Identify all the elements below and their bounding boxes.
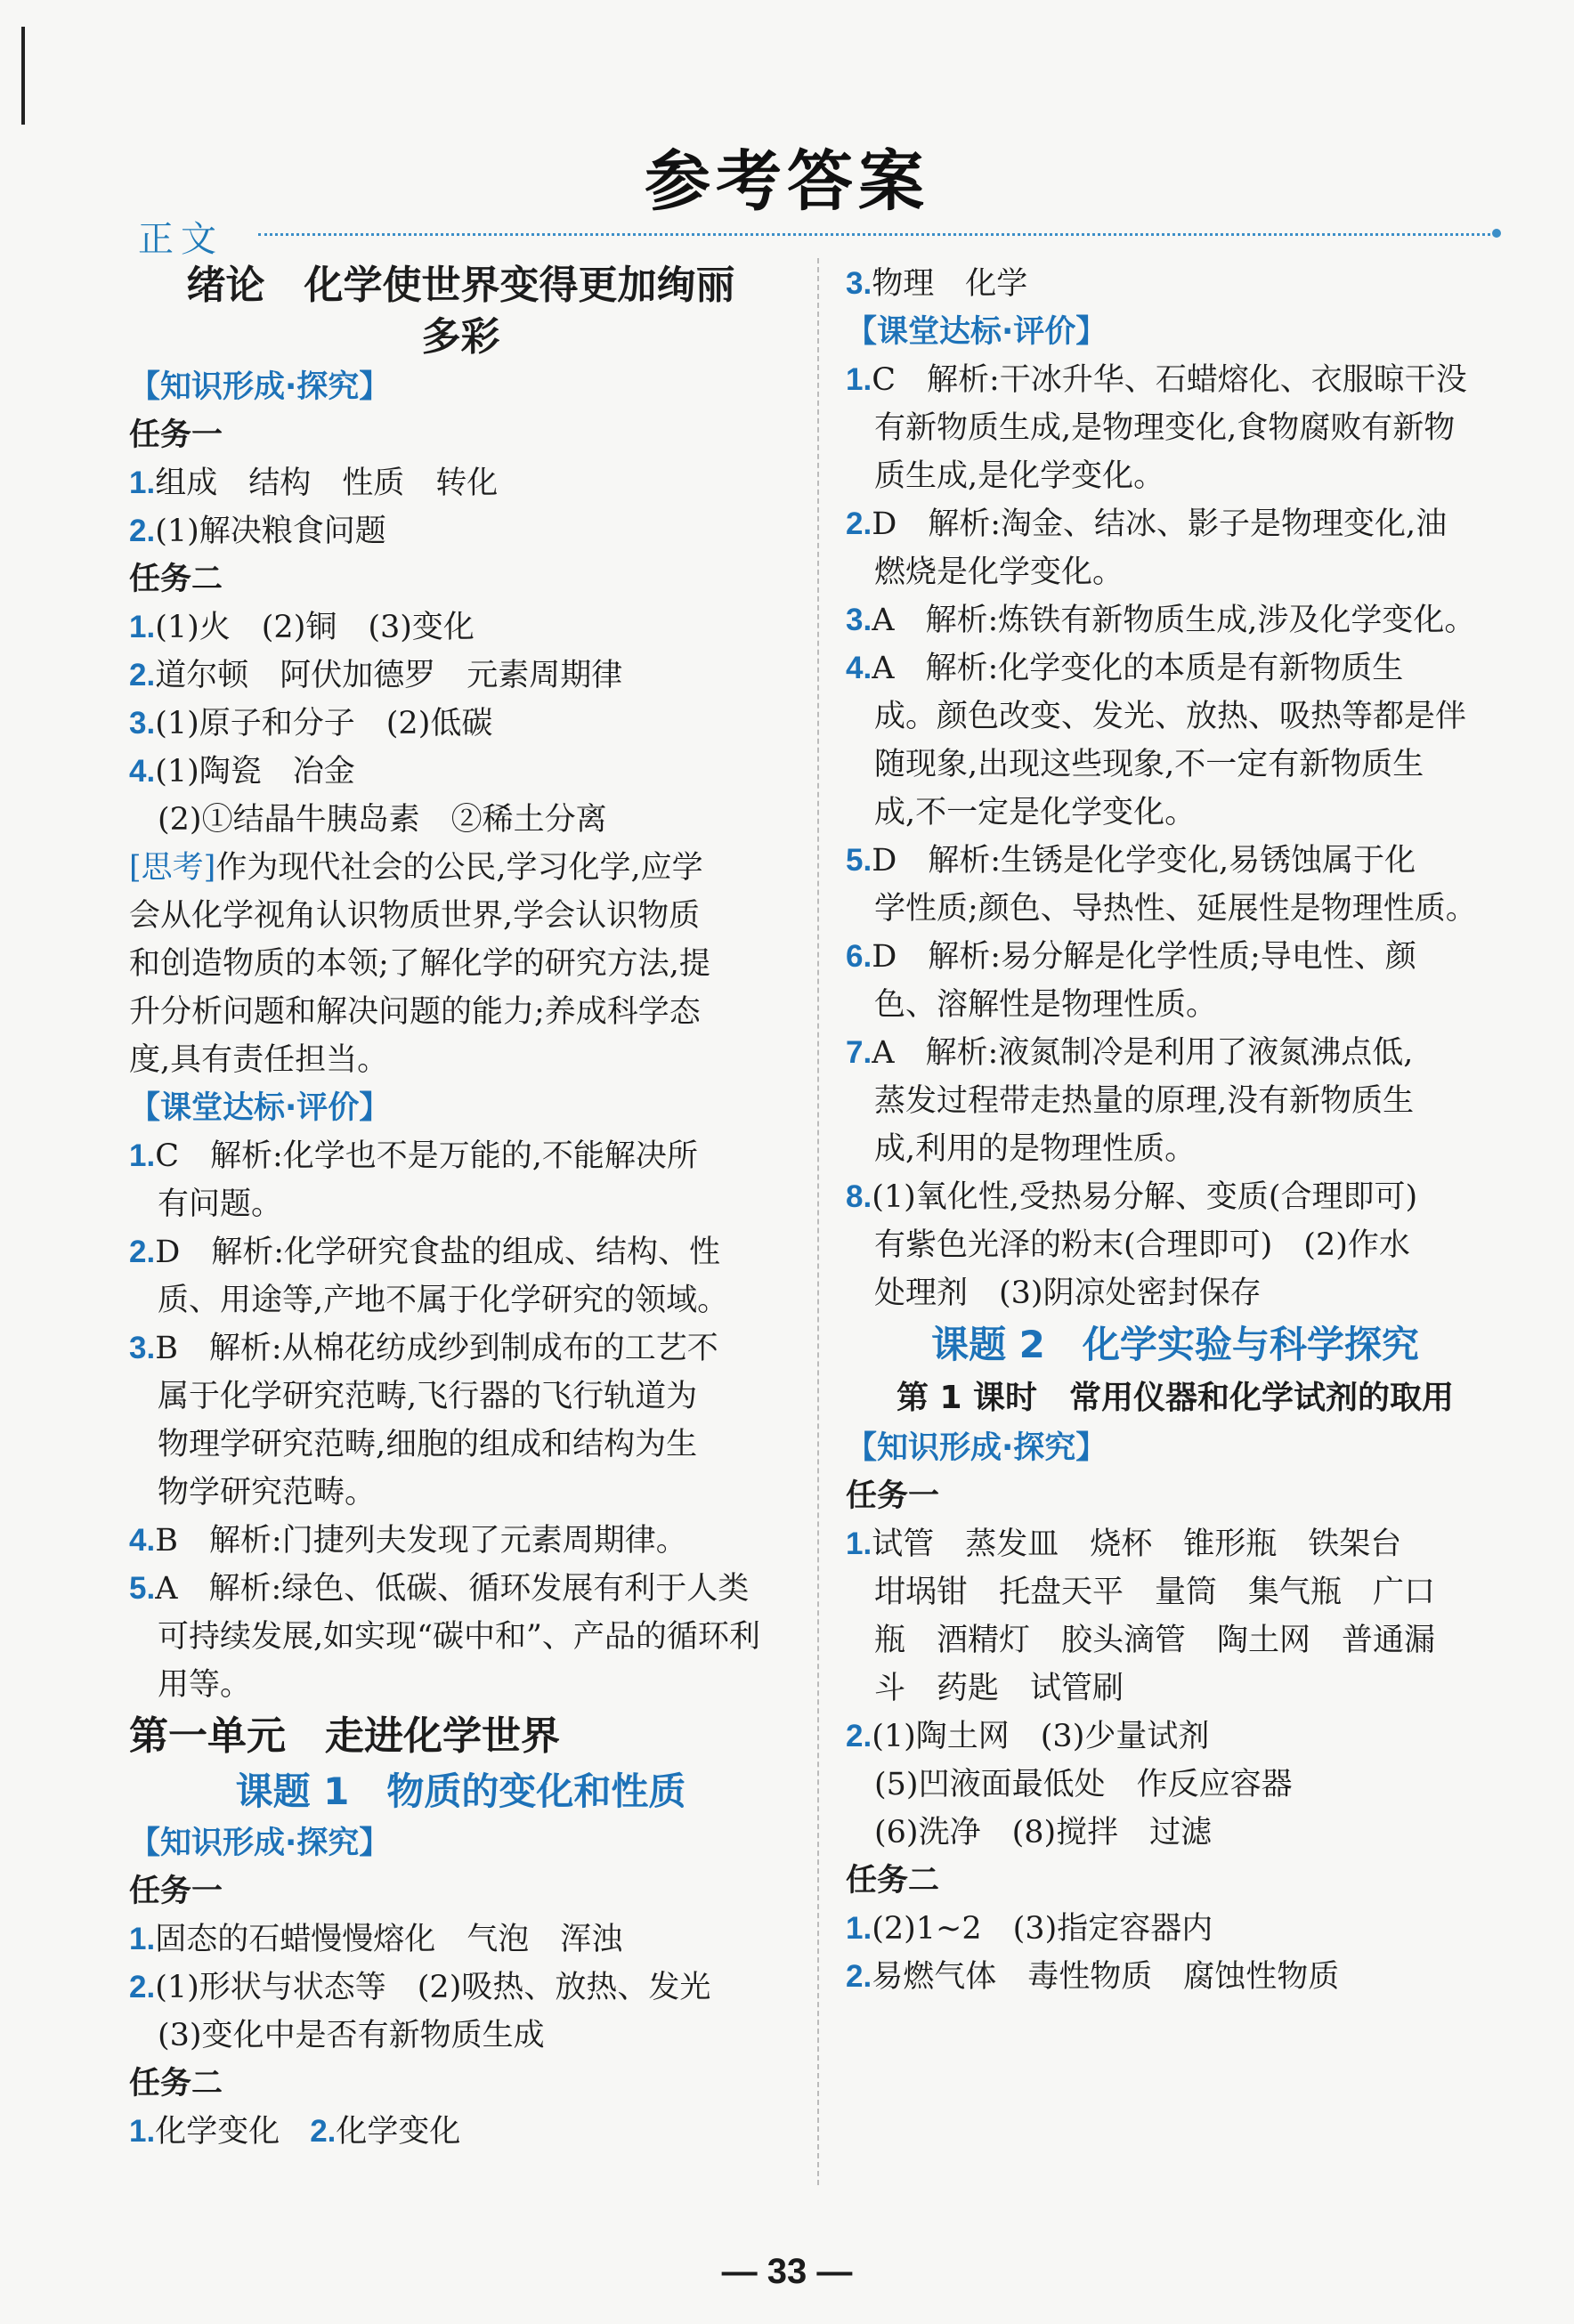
task-heading: 任务一 — [129, 417, 223, 453]
answer-text: (1)氧化性,受热易分解、变质(合理即可) — [872, 1179, 1418, 1215]
chapter-title-line-1: 绪论 化学使世界变得更加绚丽 — [186, 263, 735, 308]
answer-continuation: 质、用途等,产地不属于化学研究的领域。 — [158, 1283, 729, 1318]
answer-text: (1)陶瓷 冶金 — [155, 754, 355, 790]
answer-number: 2. — [310, 2114, 337, 2149]
answer-continuation: (3)变化中是否有新物质生成 — [158, 2018, 545, 2053]
answer-continuation: 有问题。 — [158, 1186, 283, 1222]
answer-continuation: (5)凹液面最低处 作反应容器 — [874, 1767, 1293, 1802]
answer-text: C 解析:化学也不是万能的,不能解决所 — [155, 1138, 698, 1174]
answer-number: 1. — [129, 1922, 156, 1956]
answer-continuation: 色、溶解性是物理性质。 — [874, 987, 1218, 1023]
lesson-title: 第 1 课时 常用仪器和化学试剂的取用 — [896, 1380, 1455, 1416]
answer-number: 2. — [846, 506, 872, 541]
think-tag: [思考] — [129, 850, 216, 886]
answer-text: B 解析:从棉花纺成纱到制成布的工艺不 — [155, 1331, 718, 1366]
answer-continuation: 物理学研究范畴,细胞的组成和结构为生 — [158, 1427, 698, 1462]
answer-number: 5. — [846, 843, 872, 878]
answer-continuation: 坩埚钳 托盘天平 量筒 集气瓶 广口 — [874, 1575, 1436, 1610]
answer-line — [129, 1964, 792, 2012]
answer-continuation: 斗 药匙 试管刷 — [874, 1671, 1124, 1706]
chapter-title-line-2: 多彩 — [421, 314, 500, 360]
answer-line — [129, 1324, 792, 1373]
answer-text: A 解析:绿色、低碳、循环发展有利于人类 — [155, 1571, 750, 1607]
page-number: — 33 — — [721, 2252, 853, 2291]
answer-text: A 解析:液氮制冷是利用了液氮沸点低, — [872, 1035, 1414, 1071]
answer-text: (1)原子和分子 (2)低碳 — [155, 706, 493, 741]
section-heading: 【课堂达标·评价】 — [846, 314, 1107, 350]
answer-text: 化学变化 — [155, 2114, 280, 2150]
answer-continuation: 属于化学研究范畴,飞行器的飞行轨道为 — [158, 1379, 698, 1414]
topic-title: 课题 1 物质的变化和性质 — [235, 1769, 686, 1813]
task-heading: 任务二 — [129, 562, 223, 597]
answer-continuation: 物学研究范畴。 — [158, 1475, 377, 1510]
answer-number: 3. — [129, 706, 156, 741]
column-divider — [817, 258, 819, 2185]
answer-text: 化学变化 — [336, 2114, 461, 2150]
answer-number: 2. — [129, 658, 156, 692]
answer-line — [846, 1905, 1505, 1953]
answer-continuation: 瓶 酒精灯 胶头滴管 陶土网 普通漏 — [874, 1623, 1436, 1658]
answer-continuation: 可持续发展,如实现“碳中和”、产品的循环利 — [158, 1619, 760, 1655]
answer-text: (1)形状与状态等 (2)吸热、放热、发光 — [155, 1970, 711, 2005]
answer-number: 2. — [129, 514, 156, 548]
answer-number: 3. — [129, 1331, 156, 1365]
answer-line — [129, 459, 792, 507]
answer-text: C 解析:干冰升华、石蜡熔化、衣服晾干没 — [872, 362, 1467, 398]
answer-text: 固态的石蜡慢慢熔化 气泡 浑浊 — [155, 1922, 623, 1957]
answer-number: 1. — [129, 610, 156, 644]
section-heading: 【课堂达标·评价】 — [129, 1090, 391, 1126]
answer-continuation: (2)①结晶牛胰岛素 ②稀土分离 — [158, 802, 607, 838]
answer-line — [129, 700, 792, 748]
answer-continuation: 学性质;颜色、导热性、延展性是物理性质。 — [874, 891, 1477, 927]
section-heading: 【知识形成·探究】 — [846, 1430, 1107, 1466]
answer-number: 1. — [846, 1526, 872, 1561]
answer-line — [129, 1517, 792, 1565]
answer-number: 8. — [846, 1179, 872, 1214]
task-heading: 任务二 — [129, 2066, 223, 2101]
answer-continuation: 有新物质生成,是物理变化,食物腐败有新物 — [874, 410, 1456, 446]
answer-text: 物理 化学 — [872, 266, 1028, 302]
binding-line — [21, 27, 25, 125]
answer-continuation: 成,不一定是化学变化。 — [874, 795, 1197, 830]
answer-line — [846, 500, 1505, 548]
section-heading: 【知识形成·探究】 — [129, 1826, 391, 1861]
answer-line — [129, 1132, 792, 1180]
answer-continuation: 质生成,是化学变化。 — [874, 458, 1165, 494]
task-heading: 任务二 — [846, 1863, 940, 1899]
answer-line — [846, 596, 1505, 644]
dotted-rule-end-dot — [1492, 229, 1501, 238]
answer-line — [129, 1228, 792, 1276]
answer-line — [846, 1029, 1505, 1077]
think-text: 作为现代社会的公民,学习化学,应学 — [215, 850, 703, 886]
answer-line — [129, 2108, 792, 2156]
answer-number: 2. — [129, 1970, 156, 2004]
answer-text: 道尔顿 阿伏加德罗 元素周期律 — [155, 658, 623, 693]
answer-text: D 解析:淘金、结冰、影子是物理变化,油 — [872, 506, 1448, 542]
answer-number: 2. — [129, 1235, 156, 1269]
answer-line — [846, 933, 1505, 981]
right-column — [846, 260, 1505, 2001]
answer-line — [846, 837, 1505, 885]
answer-continuation: 成,利用的是物理性质。 — [874, 1131, 1197, 1167]
answer-number: 4. — [129, 754, 156, 789]
answer-text: 组成 结构 性质 转化 — [155, 466, 499, 501]
answer-line — [129, 603, 792, 652]
section-heading: 【知识形成·探究】 — [129, 369, 391, 405]
answer-text: 易燃气体 毒性物质 腐蚀性物质 — [872, 1959, 1340, 1995]
answer-line — [129, 507, 792, 555]
answer-number: 1. — [129, 1138, 156, 1173]
section-tag: 正文 — [138, 219, 223, 260]
answer-text: D 解析:易分解是化学性质;导电性、颜 — [872, 939, 1416, 975]
answer-text: B 解析:门捷列夫发现了元素周期律。 — [155, 1523, 687, 1559]
think-text: 会从化学视角认识物质世界,学会认识物质 — [129, 898, 701, 934]
answer-line — [846, 1173, 1505, 1221]
page-title: 参考答案 — [645, 143, 929, 220]
answer-number: 4. — [846, 651, 872, 685]
answer-line — [129, 1915, 792, 1964]
answer-line — [846, 356, 1505, 404]
answer-number: 4. — [129, 1523, 156, 1558]
think-text: 度,具有责任担当。 — [129, 1042, 389, 1078]
answer-text: A 解析:炼铁有新物质生成,涉及化学变化。 — [872, 603, 1476, 638]
answer-continuation: 蒸发过程带走热量的原理,没有新物质生 — [874, 1083, 1415, 1119]
answer-continuation: (6)洗净 (8)搅拌 过滤 — [874, 1815, 1213, 1850]
answer-line — [846, 1953, 1505, 2001]
answer-text: (1)陶土网 (3)少量试剂 — [872, 1719, 1210, 1754]
answer-number: 2. — [846, 1959, 872, 1994]
answer-continuation: 成。颜色改变、发光、放热、吸热等都是伴 — [874, 699, 1467, 734]
answer-number: 2. — [846, 1719, 872, 1753]
answer-line — [129, 748, 792, 796]
answer-line — [846, 644, 1505, 692]
answer-number: 3. — [846, 603, 872, 637]
answer-text: D 解析:化学研究食盐的组成、结构、性 — [155, 1235, 721, 1270]
answer-line — [846, 1713, 1505, 1761]
answer-text: (2)1~2 (3)指定容器内 — [872, 1911, 1213, 1947]
answer-number: 3. — [846, 266, 872, 301]
dotted-rule — [258, 233, 1496, 236]
task-heading: 任务一 — [846, 1478, 940, 1514]
answer-line — [846, 1520, 1505, 1568]
think-line — [129, 844, 792, 892]
answer-line — [129, 652, 792, 700]
answer-text: (1)解决粮食问题 — [155, 514, 386, 549]
answer-text: (1)火 (2)铜 (3)变化 — [155, 610, 475, 645]
task-heading: 任务一 — [129, 1874, 223, 1909]
topic-title: 课题 2 化学实验与科学探究 — [931, 1323, 1419, 1366]
answer-continuation: 随现象,出现这些现象,不一定有新物质生 — [874, 747, 1424, 782]
answer-number: 6. — [846, 939, 872, 974]
answer-number: 1. — [846, 1911, 872, 1946]
left-column — [129, 260, 792, 2156]
answer-number: 1. — [129, 2114, 156, 2149]
answer-continuation: 处理剂 (3)阴凉处密封保存 — [874, 1275, 1262, 1311]
think-text: 和创造物质的本领;了解化学的研究方法,提 — [129, 946, 710, 982]
answer-continuation: 用等。 — [158, 1667, 252, 1703]
unit-title: 第一单元 走进化学世界 — [129, 1713, 560, 1759]
answer-continuation: 有紫色光泽的粉末(合理即可) (2)作水 — [874, 1227, 1410, 1263]
answer-continuation: 燃烧是化学变化。 — [874, 555, 1124, 590]
answer-text: A 解析:化学变化的本质是有新物质生 — [872, 651, 1404, 686]
answer-line — [129, 1565, 792, 1613]
think-text: 升分析问题和解决问题的能力;养成科学态 — [129, 994, 701, 1030]
answer-line — [846, 260, 1505, 308]
answer-text: D 解析:生锈是化学变化,易锈蚀属于化 — [872, 843, 1416, 879]
answer-number: 5. — [129, 1571, 156, 1606]
answer-text: 试管 蒸发皿 烧杯 锥形瓶 铁架台 — [872, 1526, 1402, 1562]
answer-number: 7. — [846, 1035, 872, 1070]
chapter-title — [129, 260, 792, 363]
answer-number: 1. — [846, 362, 872, 397]
answer-number: 1. — [129, 466, 156, 500]
